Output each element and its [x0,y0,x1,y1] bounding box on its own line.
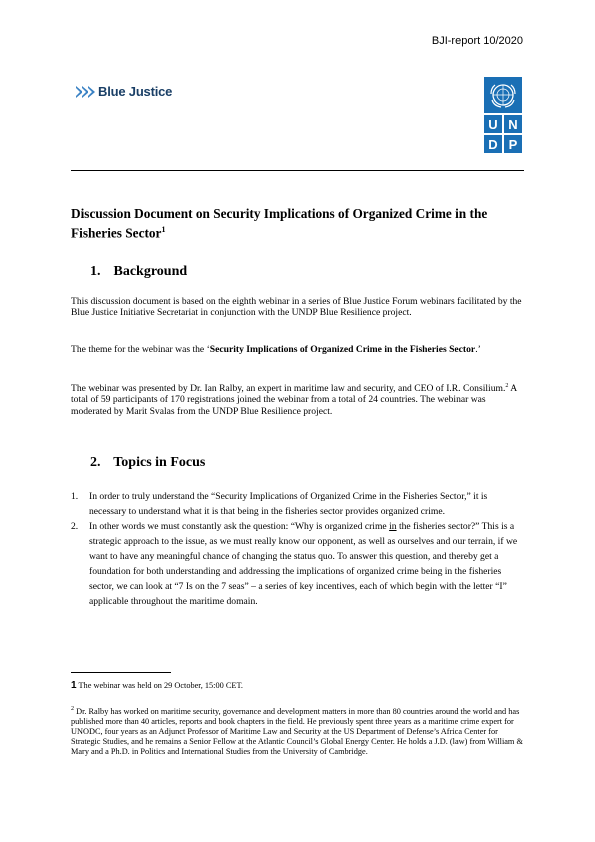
footnote-mark: 2 [71,706,74,712]
section-heading-topics [90,455,205,471]
list-item-text-b: the fisheries sector?” This is a strategic approach to the issue, as we must really know our opponent, as well as ourselves and our terrain, if we want to have any meaningful chance of changing the status quo. To answer this question, and thereby get a foundation for both understanding and addressing the implications of organized crime being in the fisheries sector, we can look at “7 Is on the 7 seas” – a series of key incentives, each of which begin with the letter “I” applicable throughout the maritime domain. [89,521,518,607]
underlined-word: in [389,521,397,532]
footnote-text: The webinar was held on 29 October, 15:00 CET. [76,681,243,690]
participants-text: A total of 59 participants of 170 registrations joined the webinar from a total of 24 countries. The webinar was moderated by Marit Svalas from the UNDP Blue Resilience project. [71,383,517,417]
list-item [71,489,526,519]
list-item-number: 1. [71,491,79,502]
report-id: BJI-report 10/2020 [431,35,523,47]
topics-list [71,489,526,609]
list-item-number: 2. [71,521,79,532]
list-item-text [89,519,526,609]
undp-letter-n: N [504,115,522,133]
footnote-text: Dr. Ralby has worked on maritime security, governance and development matters in more than 80 countries around the world and has published more than 40 articles, reports and book chapters in the field. He previously spent three years as a maritime crime expert for UNODC, four years as an Adjunct Professor of Maritime Law and Security at the US Department of Defense’s Africa Center for Strategic Studies, and he remains a Senior Fellow at the Atlantic Council’s Global Energy Center. He holds a J.D. (law) from William & Mary and a Ph.D. in Politics and International Studies from the University of Cambridge. [71,706,523,756]
section-number: 2. [90,455,101,470]
theme-prefix: The theme for the webinar was the ‘ [71,344,210,355]
undp-logo [484,77,522,153]
list-item-text-a: In other words we must constantly ask the question: “Why is organized crime [89,521,390,532]
header-divider [71,170,524,171]
section-heading-background [90,264,187,280]
footnote-ref-2[interactable]: 2 [505,383,509,389]
list-item [71,519,526,609]
background-paragraph-2 [71,344,526,355]
section-title: Topics in Focus [113,455,206,470]
blue-justice-logo [76,84,172,99]
section-title: Background [113,264,188,279]
background-paragraph-1: This discussion document is based on the eighth webinar in a series of Blue Justice Forum webinars facilitated by the Blue Justice Initiative Secretariat in conjunction with the UNDP Blue Resilience project. [71,296,522,319]
presenter-text: The webinar was presented by Dr. Ian Ralby, an expert in maritime law and security, and CEO of I.R. Consilium. [71,383,506,395]
section-number: 1. [90,264,101,279]
document-title [71,206,526,241]
footnote-mark: 1 [71,680,77,691]
footnote-divider [71,672,171,673]
blue-justice-logo-text: Blue Justice [98,84,173,99]
theme-title: Security Implications of Organized Crime in the Fisheries Sector [209,344,476,355]
background-paragraph-3 [71,381,526,417]
theme-suffix: .’ [475,344,481,355]
footnote-ref-1[interactable]: 1 [161,225,166,234]
chevrons-icon [76,86,94,98]
undp-letter-p: P [504,135,522,153]
un-emblem-icon [484,77,522,113]
document-title-text: Discussion Document on Security Implications of Organized Crime in the Fisheries Sector [71,206,488,241]
undp-letter-d: D [484,135,502,153]
list-item-text: In order to truly understand the “Security Implications of Organized Crime in the Fisheries Sector,” it is necessary to understand what it is that being in the fisheries sector provides organized crime. [89,491,488,517]
footnote-1 [71,681,526,691]
undp-letter-u: U [484,115,502,133]
footnote-2 [71,704,526,757]
